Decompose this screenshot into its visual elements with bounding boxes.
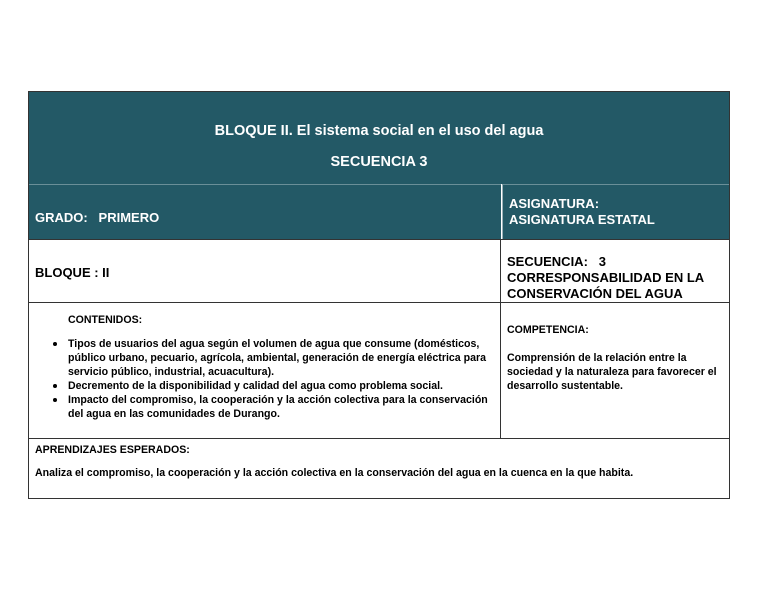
planning-table (28, 91, 730, 499)
asignatura-label: ASIGNATURA: (509, 196, 600, 211)
secuencia-cell (501, 239, 729, 302)
block-title: BLOQUE II. El sistema social en el uso del agua (214, 123, 544, 139)
grado-cell (29, 184, 501, 239)
header-row (29, 92, 729, 184)
bloque-cell (29, 239, 501, 302)
aprendizajes-title: APRENDIZAJES ESPERADOS: (35, 444, 190, 456)
bloque-label: BLOQUE : II (35, 265, 110, 280)
bullet-icon (53, 384, 57, 388)
competencia-text: Comprensión de la relación entre la sociedad y la naturaleza para favorecer el desarrollo sustentable. (507, 352, 717, 392)
contenidos-list (53, 337, 493, 421)
bullet-icon (53, 398, 57, 402)
secuencia-name-line2: CONSERVACIÓN DEL AGUA (507, 286, 683, 301)
asignatura-value: ASIGNATURA ESTATAL (509, 212, 655, 227)
competencia-cell (501, 302, 729, 438)
secuencia-name-line1: CORRESPONSABILIDAD EN LA (507, 270, 705, 285)
list-item: Impacto del compromiso, la cooperación y la acción colectiva para la conservación del agua en las comunidades de Durango. (53, 393, 493, 421)
aprendizajes-cell (29, 438, 729, 498)
secuencia-number: SECUENCIA: 3 (507, 254, 606, 269)
list-item: Decremento de la disponibilidad y calidad del agua como problema social. (53, 379, 493, 393)
bullet-icon (53, 342, 57, 346)
list-item: Tipos de usuarios del agua según el volumen de agua que consume (domésticos, público urbano, pecuario, agrícola, ambiental, generación de energía eléctrica para servicio público, industrial, acuacultura). (53, 337, 493, 379)
contenidos-title: CONTENIDOS: (68, 314, 143, 326)
contenidos-cell (29, 302, 501, 438)
asignatura-cell (502, 184, 729, 239)
aprendizajes-text: Analiza el compromiso, la cooperación y la acción colectiva en la conservación del agua en la cuenca en la que habita. (35, 467, 634, 479)
grado-label: GRADO: PRIMERO (35, 210, 160, 225)
sequence-subtitle: SECUENCIA 3 (330, 154, 428, 170)
competencia-title: COMPETENCIA: (507, 324, 589, 336)
